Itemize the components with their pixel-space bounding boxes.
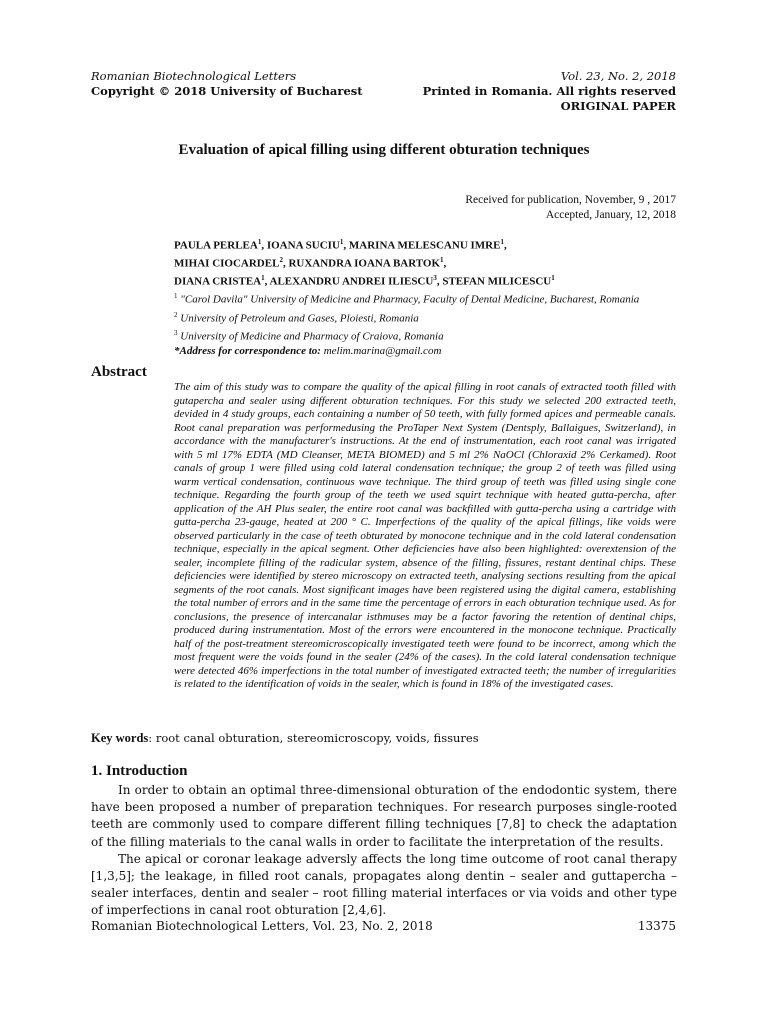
author-affil-sup: 3 [433,274,437,283]
affiliation-text: University of Petroleum and Gases, Ploiesti, Romania [177,312,419,325]
printed-notice: Printed in Romania. All rights reserved [422,84,676,98]
correspondence [174,344,674,359]
author-line-2: MIHAI CIOCARDEL$^2$, RUXANDRA IOANA BARTOK$^1$, [174,256,447,270]
author-affil-sup: 1 [339,238,344,246]
affiliation-text: University of Medicine and Pharmacy of Craiova, Romania [177,330,444,343]
correspondence-label: *Address for correspondence to: [174,344,321,357]
author-affil-sup: 1 [551,274,555,283]
paper-title: Evaluation of apical filling using different obturation techniques [178,142,590,158]
paper-type: ORIGINAL PAPER [560,99,676,113]
author-name: MIHAI CIOCARDEL [174,257,280,270]
affil-sup: 2 [174,310,178,319]
keywords [91,731,479,746]
author-affil-sup: 1 [500,238,504,246]
running-footer: Romanian Biotechnological Letters, Vol. 23, No. 2, 2018 [91,919,433,933]
received-line: Received for publication, November, 9 , 2017 [465,194,676,206]
author-affil-sup: 1 [257,238,262,246]
author-line-1: PAULA PERLEA$^1$, IOANA SUCIU$^1$, MARINA MELESCANU IMRE$^1$, [174,238,507,252]
author-name: STEFAN MILICESCU [442,275,552,288]
running-header-left [91,69,363,99]
author-affil-sup: 1 [440,256,444,265]
affil-sup: 3 [174,328,178,337]
author-name: ALEXANDRU ANDREI ILIESCU [269,275,434,288]
affiliation-2 [174,308,674,326]
keywords-label: Key words [91,731,149,745]
author-block [174,235,674,358]
author-name: IOANA SUCIU [266,239,340,252]
abstract-text: The aim of this study was to compare the quality of the apical filling in root canals of extracted tooth filled with gutapercha and sealer using different obturation techniques. For this study we selected 200 extracted teeth, devided in 4 study groups, each containing a number of 50 teeth, with fully formed apices and permeable canals. Root canal preparation was performedusing the ProTaper Next System (Dentsply, Ballaigues, Switzerland), in accordance with the manufacturer's instructions. At the end of instrumentation, each root canal was irrigated with 5 ml 17% EDTA (MD Cleanser, META BIOMED) and 5 ml 2% NaOCl (Chloraxid 2% Cerkamed). Root canals of group 1 were filled using cold lateral condensation technique; the group 2 of teeth was filled using warm vertical condensation, continuous wave technique. The third group of teeth was filled using single cone technique. Regarding the fourth group of the teeth we used squirt technique with heated gutta-percha, after application of the AH Plus sealer, the entire root canal was backfilled with gutta-percha using a cartridge with gutta-percha 23-gauge, heated at 200 ° C. Imperfections of the quality of the apical fillings, like voids were observed particularly in the case of teeth obturated by monocone technique and in the cold lateral condensation technique, especially in the apical segment. Other deficiencies have also been highlighted: overextension of the sealer, incomplete filling of the radicular system, absence of the filling, fissures, restant dentinal chips. These deficiencies were identified by stereo microscopy on extracted teeth, analysing sections resulting from the apical segments of the root canals. Most significant images have been registered using the digital camera, establishing the total number of errors and in the same time the percentage of errors in each obturation technique used. As for conclusions, the presence of intercanalar isthmuses may be a factor favoring the retention of dentinal chips, produced during instrumentation. Most of the errors were encountered in the monocone technique. Practically half of the post-treatment stereomicroscopically investigated teeth were found to be incorrect, among which the most frequent were the voids found in the sealer (24% of the cases). In the cold lateral condensation technique were detected 46% imperfections in the total number of investigated extracted teeth; the number of irregularities is related to the identification of voids in the sealer, which is found in 18% of the investigated cases. [174,381,676,690]
intro-paragraph-2: The apical or coronar leakage adversly affects the long time outcome of root canal therapy [1,3,5]; the leakage, in filled root canals, propagates along dentin – sealer and guttapercha – sealer interfaces, dentin and sealer – root filling material interfaces or via voids and other type of imperfections in canal root obturation [2,4,6]. [91,851,677,918]
affiliation-text: "Carol Davila" University of Medicine and Pharmacy, Faculty of Dental Medicine, Bucharest, Romania [177,294,640,307]
correspondence-email[interactable]: melim.marina@gmail.com [320,344,442,357]
running-header-right [423,69,676,114]
abstract-heading: Abstract [91,364,147,380]
volume-info: Vol. 23, No. 2, 2018 [560,69,676,83]
affiliation-1 [174,289,674,307]
journal-name: Romanian Biotechnological Letters [91,69,297,83]
author-affil-sup: 2 [279,256,283,265]
introduction-heading: 1. Introduction [91,763,188,779]
page-number: 13375 [637,919,676,933]
author-line-3: DIANA CRISTEA$^1$, ALEXANDRU ANDREI ILIESCU$^3$, STEFAN MILICESCU$^1$ [174,274,555,288]
author-name: MARINA MELESCANU IMRE [348,239,501,252]
intro-paragraph-1: In order to obtain an optimal three-dimensional obturation of the endodontic system, there have been proposed a number of preparation techniques. For research purposes single-rooted teeth are commonly used to compare different filling techniques [7,8] to check the adaptation of the filling materials to the canal walls in order to facilitate the interpretation of the results. [91,783,677,849]
keywords-value: : root canal obturation, stereomicroscopy, voids, fissures [148,731,479,745]
author-name: PAULA PERLEA [174,239,258,252]
accepted-line: Accepted, January, 12, 2018 [545,209,676,221]
author-name: DIANA CRISTEA [174,275,262,288]
received-dates [465,193,676,223]
author-name: RUXANDRA IOANA BARTOK [288,257,441,270]
affil-sup: 1 [174,292,178,301]
introduction-body [91,782,677,920]
author-affil-sup: 1 [261,274,265,283]
copyright: Copyright © 2018 University of Bucharest [91,84,363,98]
affiliation-3 [174,326,674,344]
